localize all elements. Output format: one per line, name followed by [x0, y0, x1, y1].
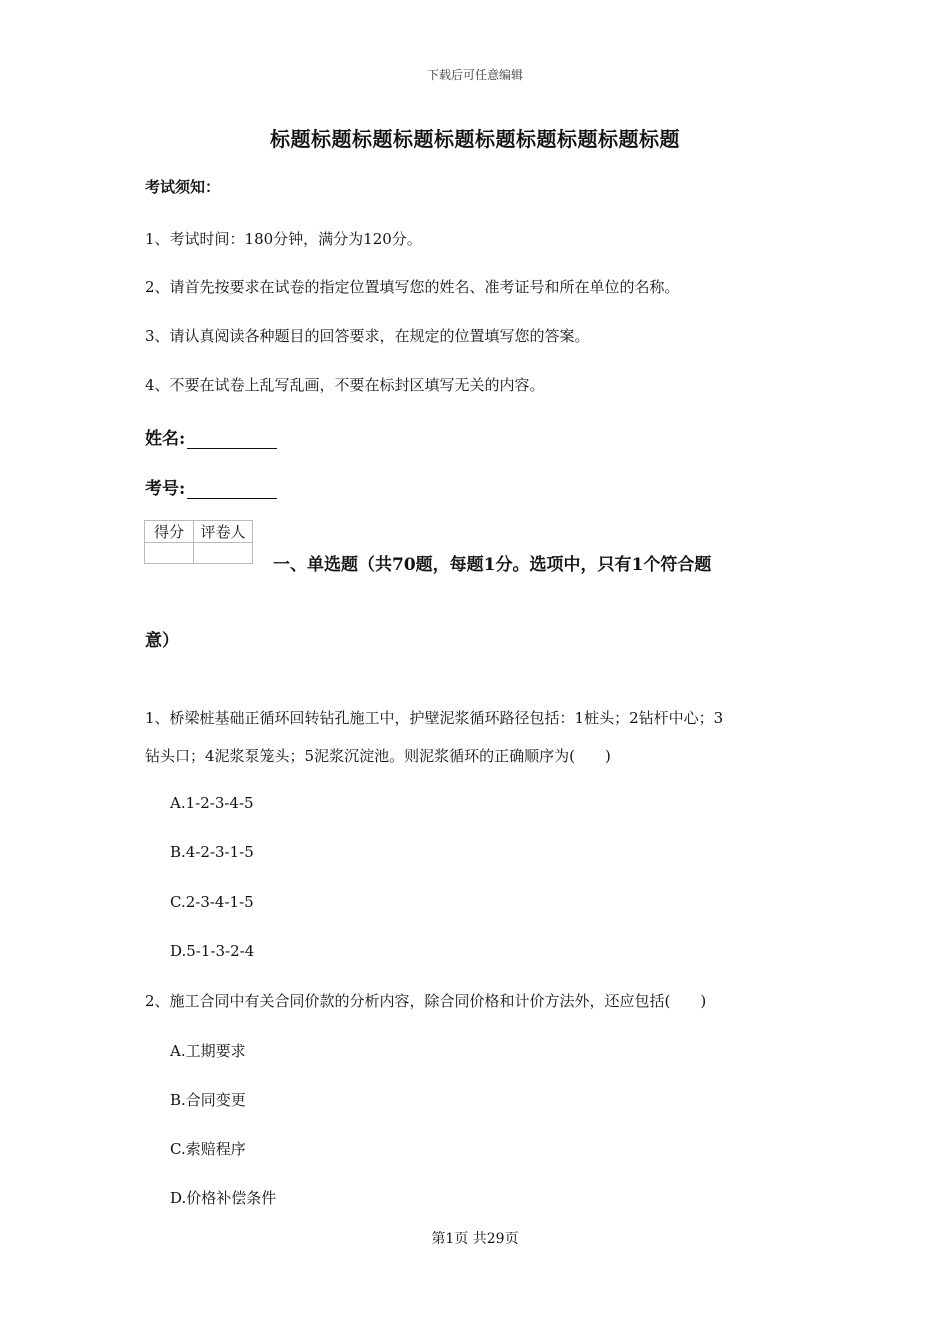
grader-header: 评卷人	[194, 521, 253, 543]
page-footer: 第1页 共29页	[431, 1231, 519, 1247]
score-header: 得分	[145, 521, 194, 543]
grader-cell[interactable]	[194, 543, 253, 564]
question-1-option-b: B.4-2-3-1-5	[170, 843, 254, 861]
question-1-option-a: A.1-2-3-4-5	[170, 794, 254, 812]
section-title: 一、单选题（共70题，每题1分。选项中，只有1个符合题	[273, 555, 712, 575]
question-2-option-d: D.价格补偿条件	[170, 1189, 277, 1207]
exam-id-label: 考号:	[145, 479, 186, 499]
exam-id-field[interactable]	[145, 474, 277, 499]
question-1-option-c: C.2-3-4-1-5	[170, 893, 254, 911]
document-title: 标题标题标题标题标题标题标题标题标题标题	[270, 127, 680, 151]
notice-item: 3、请认真阅读各种题目的回答要求，在规定的位置填写您的答案。	[145, 327, 590, 345]
question-1-text-continued: 钻头口；4泥浆泵笼头；5泥浆沉淀池。则泥浆循环的正确顺序为( )	[145, 747, 611, 765]
question-1-text: 1、桥梁桩基础正循环回转钻孔施工中，护壁泥浆循环路径包括：1桩头；2钻杆中心；3	[145, 709, 724, 727]
exam-id-blank[interactable]	[187, 480, 277, 499]
name-blank[interactable]	[187, 430, 277, 449]
name-label: 姓名:	[145, 429, 186, 449]
score-cell[interactable]	[145, 543, 194, 564]
question-2-text: 2、施工合同中有关合同价款的分析内容，除合同价格和计价方法外，还应包括( )	[145, 992, 707, 1010]
score-table	[144, 520, 253, 564]
question-2-option-b: B.合同变更	[170, 1091, 246, 1109]
question-1-option-d: D.5-1-3-2-4	[170, 942, 255, 960]
header-note: 下载后可任意编辑	[426, 68, 523, 82]
question-2-option-c: C.索赔程序	[170, 1140, 246, 1158]
section-title-continued: 意）	[145, 631, 179, 651]
notice-item: 4、不要在试卷上乱写乱画，不要在标封区填写无关的内容。	[145, 376, 545, 394]
notice-item: 1、考试时间：180分钟，满分为120分。	[145, 230, 422, 248]
notice-heading: 考试须知：	[145, 178, 221, 196]
name-field[interactable]	[145, 424, 277, 449]
notice-item: 2、请首先按要求在试卷的指定位置填写您的姓名、准考证号和所在单位的名称。	[145, 278, 680, 296]
question-2-option-a: A.工期要求	[170, 1042, 246, 1060]
